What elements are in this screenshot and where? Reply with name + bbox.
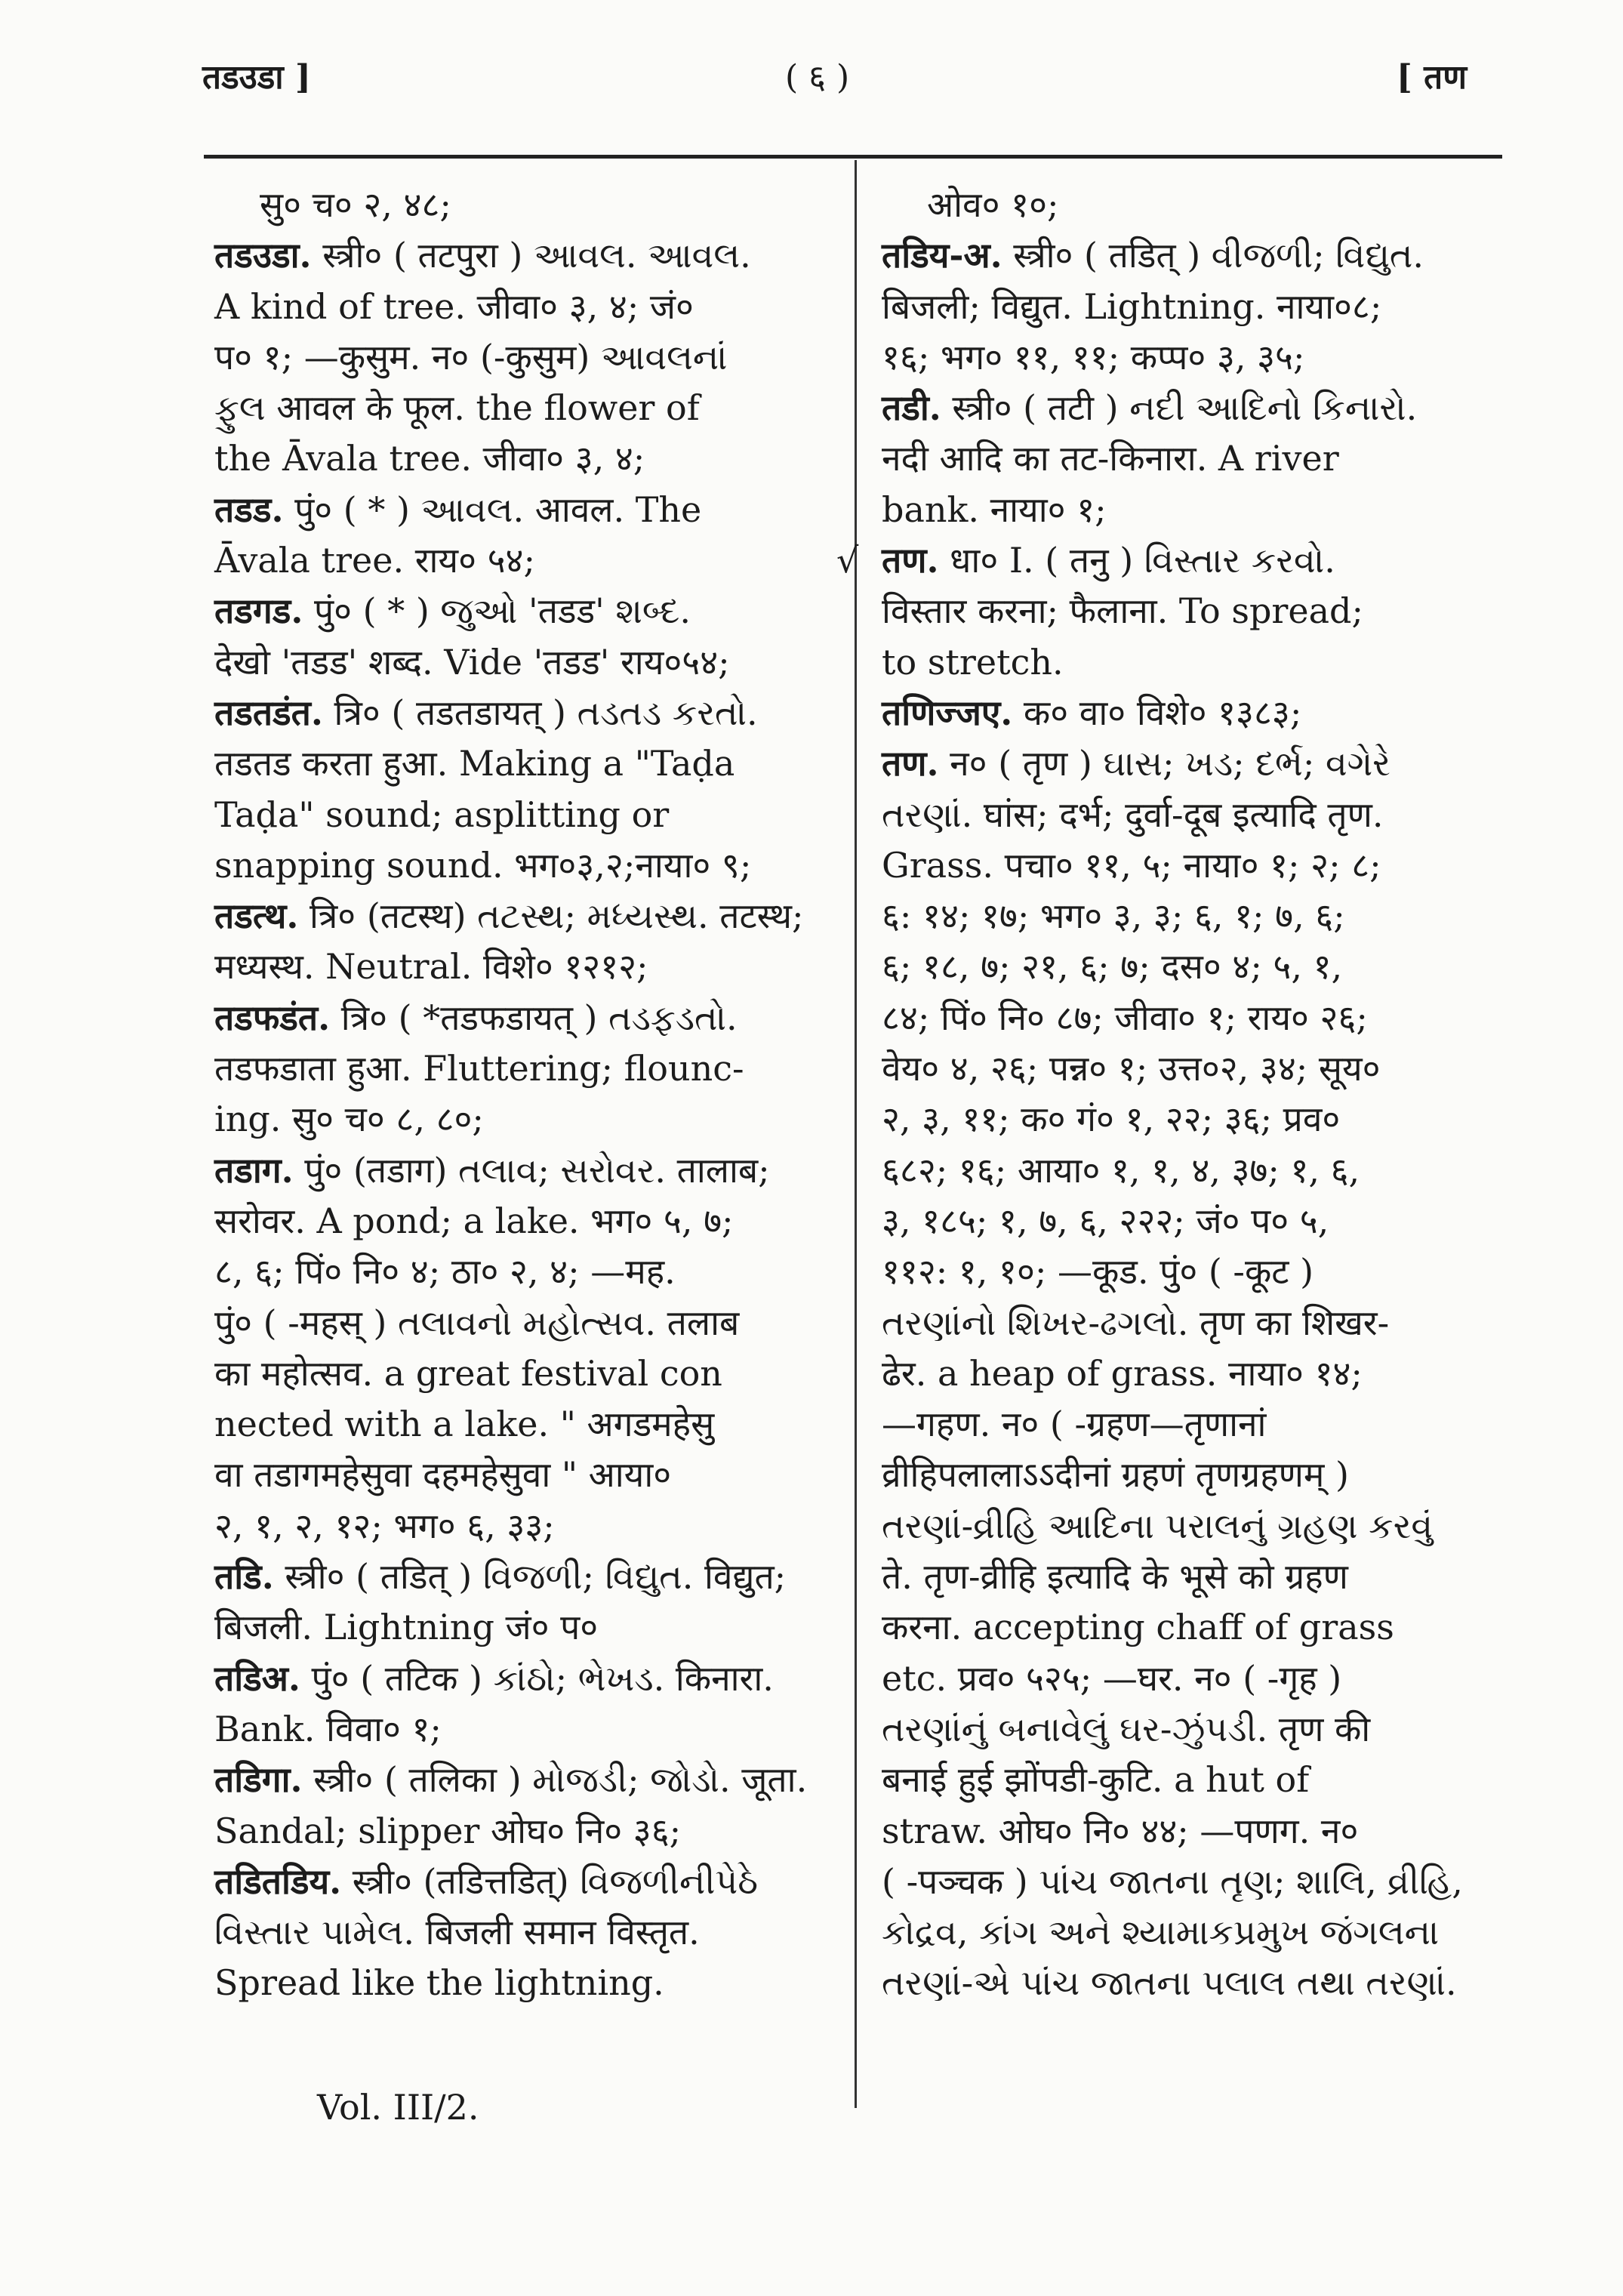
dictionary-entry — [214, 1145, 833, 1552]
entry-line — [882, 1298, 1508, 1348]
line-text: —गहण. न० ( -ग्रहण—तृणानां — [882, 1404, 1267, 1445]
dictionary-entry — [214, 1857, 833, 2009]
line-text: सु० च० २, ४८; — [260, 184, 451, 225]
line-text: Bank. विवा० १; — [214, 1708, 442, 1749]
line-text: વિસ્તાર પામેલ. बिजली समान विस्तृत. — [214, 1912, 700, 1953]
line-text: the Āvala tree. जीवा० ३, ४; — [214, 438, 645, 479]
entry-line — [214, 1704, 833, 1755]
entry-line — [214, 738, 833, 789]
running-head-left: तडउडा ] — [202, 58, 311, 97]
entry-line — [882, 1145, 1508, 1196]
line-text: मध्यस्थ. Neutral. विशे० १२१२; — [214, 946, 648, 988]
headword: तडि. — [214, 1556, 274, 1598]
entry-line — [882, 1907, 1508, 1958]
entry-line — [214, 1196, 833, 1247]
entry-line — [882, 790, 1508, 840]
dictionary-entry — [882, 383, 1508, 535]
dictionary-entry — [214, 688, 833, 891]
entry-line — [882, 1094, 1508, 1145]
line-text: etc. प्रव० ५२५; —घर. न० ( -गृह ) — [882, 1657, 1342, 1699]
line-text: Grass. पचा० ११, ५; नाया० १; २; ८; — [882, 844, 1381, 886]
headword: तडतडंत. — [214, 692, 323, 733]
dictionary-entry — [882, 688, 1508, 738]
continued-entry — [214, 180, 833, 230]
line-text: ६: १४; १७; भग० ३, ३; ६, १; ७, ६; — [882, 895, 1345, 937]
entry-line — [214, 840, 833, 891]
entry-line: √ तण. धा० I. ( तनु ) વિસ્તાર કરવો. — [836, 540, 1335, 581]
entry-line — [882, 383, 1508, 433]
dictionary-entry — [882, 230, 1508, 383]
headword-line: तडफडंत. त्रि० ( *तडफडायत् ) તડફડતો. — [214, 997, 738, 1038]
entry-line — [214, 1602, 833, 1653]
line-text: १६; भग० ११, ११; कप्प० ३, ३५; — [882, 336, 1305, 378]
dictionary-entry — [214, 891, 833, 993]
entry-line — [260, 180, 833, 230]
entry-line — [214, 1806, 833, 1857]
headword-line: तडितडिय. स्त्री० (तडित्तडित्) વિજળીનીપેઠે — [214, 1860, 758, 1902]
right-column — [836, 180, 1508, 2009]
line-text: ८४; पिं० नि० ८७; जीवा० १; राय० २६; — [882, 997, 1368, 1038]
entry-line — [214, 1653, 833, 1704]
column-divider — [855, 160, 857, 2108]
line-text: बिजली; विद्युत. Lightning. नाया०८; — [882, 285, 1382, 327]
entry-line — [214, 586, 833, 636]
entry-line — [214, 1399, 833, 1450]
entry-line — [882, 1958, 1508, 2008]
entry-line — [214, 1755, 833, 1805]
line-text: ३, १८५; १, ७, ६, २२२; जं० प० ५, — [882, 1200, 1329, 1241]
entry-line — [214, 942, 833, 992]
line-text: विस्तार करना; फैलाना. To spread; — [882, 590, 1363, 632]
line-text: ८, ६; पिं० नि० ४; ठा० २, ४; —मह. — [214, 1251, 676, 1293]
line-text: तडतड करता हुआ. Making a "Taḍa — [214, 743, 735, 784]
dictionary-entry — [214, 230, 833, 484]
entry-line — [882, 688, 1508, 738]
line-text: प० १; —कुसुम. न० (-कुसुम) આવલનાં — [214, 336, 728, 378]
running-head-right: [ तण — [1397, 58, 1467, 97]
line-text: ते. तृण-व्रीहि इत्यादि के भूसे को ग्रहण — [882, 1556, 1348, 1598]
entry-line — [214, 383, 833, 433]
headword-line: तडड. पुं० ( * ) આવલ. आवल. The — [214, 488, 702, 530]
dictionary-entry — [836, 535, 1508, 688]
line-text: ing. सु० च० ८, ८०; — [214, 1099, 484, 1140]
entry-line — [214, 1958, 833, 2008]
line-text: તરણાં-એ પાંચ જાતના પલાલ તથા તરણાં. — [882, 1962, 1457, 2004]
line-text: व्रीहिपलालाऽऽदीनां ग्रहणं तृणग्रहणम् ) — [882, 1454, 1349, 1496]
headword: तण. — [882, 743, 939, 784]
entry-line — [882, 1196, 1508, 1247]
line-text: ફુલ आवल के फूल. the flower of — [214, 387, 700, 429]
line-text: पुं० ( -महस् ) તલાવનો મહોત્સવ. तलाब — [214, 1302, 740, 1343]
dictionary-entry — [214, 485, 833, 587]
entry-line — [214, 891, 833, 942]
headword: तणिज्जए. — [882, 692, 1013, 733]
line-text: का महोत्सव. a great festival con — [214, 1352, 722, 1394]
line-text: नदी आदि का तट-किनारा. A river — [882, 438, 1339, 479]
line-text: २, ३, ११; क० गं० १, २२; ३६; प्रव० — [882, 1099, 1341, 1140]
entry-line — [882, 586, 1508, 636]
entry-line — [927, 180, 1508, 230]
dictionary-entry — [214, 586, 833, 688]
line-text: snapping sound. भग०३,२;नाया० ९; — [214, 844, 752, 886]
headword: तडाग. — [214, 1149, 294, 1191]
entry-line — [214, 1552, 833, 1602]
entry-line — [214, 230, 833, 281]
entry-line — [882, 1348, 1508, 1399]
line-text: बनाई हुई झोंपडी-कुटि. a hut of — [882, 1759, 1310, 1801]
entry-line — [214, 282, 833, 332]
line-text: તરણાંનો શિખર-ઢગલો. तृण का शिखर- — [882, 1302, 1390, 1343]
headword-line: तडि. स्त्री० ( तडित् ) વિજળી; વિદ્યુત. विद्युत; — [214, 1556, 787, 1598]
line-text: २, १, २, १२; भग० ६, ३३; — [214, 1505, 555, 1546]
entry-line — [214, 332, 833, 383]
headword-line: तडी. स्त्री० ( तटी ) નદી આદિનો કિનારો. — [882, 387, 1418, 429]
dictionary-entry — [214, 1755, 833, 1857]
line-text: बिजली. Lightning जं० प० — [214, 1607, 599, 1648]
entry-line — [882, 1755, 1508, 1805]
headword: तडड. — [214, 488, 284, 530]
headword: तडिअ. — [214, 1657, 300, 1699]
entry-line — [882, 993, 1508, 1043]
line-text: કોદ્રવ, કાંગ અને શ્યામાકપ્રમુખ જંગલના — [882, 1912, 1440, 1953]
headword: तडउडा. — [214, 235, 312, 276]
entry-line — [214, 1857, 833, 1907]
volume-footer: Vol. III/2. — [317, 2087, 479, 2128]
headword-line: तडउडा. स्त्री० ( तटपुरा ) આવલ. આવલ. — [214, 235, 751, 276]
entry-line — [882, 282, 1508, 332]
line-text: वेय० ४, २६; पन्न० १; उत्त०२, ३४; सूय० — [882, 1048, 1381, 1089]
entry-line — [882, 891, 1508, 942]
headword-line: तडाग. पुं० (तडाग) તલાવ; સરોવર. तालाब; — [214, 1149, 770, 1191]
headword-line: तडिअ. पुं० ( तटिक ) કાંઠો; ભેખડ. किनारा. — [214, 1657, 774, 1699]
entry-line — [882, 332, 1508, 383]
entry-line — [214, 535, 833, 586]
entry-line — [214, 1907, 833, 1958]
line-text: तडफडाता हुआ. Fluttering; flounc- — [214, 1048, 744, 1089]
line-text: તરણાં. घांस; दर्भ; दुर्वा-दूब इत्यादि तृण. — [882, 794, 1384, 835]
dictionary-entry — [214, 1552, 833, 1653]
entry-line — [214, 790, 833, 840]
line-text: Āvala tree. राय० ५४; — [214, 540, 535, 581]
entry-line — [214, 485, 833, 535]
headword: तडी. — [882, 387, 941, 429]
entry-line — [214, 1247, 833, 1297]
headword: तडगड. — [214, 590, 303, 632]
headword-line: तण. धा० I. ( तनु ) વિસ્તાર કરવો. — [882, 540, 1335, 581]
line-text: वा तडागमहेसुवा दहमहेसुवा " आया० — [214, 1454, 672, 1496]
entry-line — [882, 942, 1508, 992]
line-text: bank. नाया० १; — [882, 488, 1107, 530]
entry-line — [882, 1043, 1508, 1094]
headword-line: तडगड. पुं० ( * ) જુઓ 'तडड' શબ્દ. — [214, 590, 691, 632]
entry-line — [214, 1298, 833, 1348]
entry-line — [882, 738, 1508, 789]
line-text: A kind of tree. जीवा० ३, ४; जं० — [214, 285, 694, 327]
entry-line — [214, 1145, 833, 1196]
page-number: ( ६ ) — [785, 58, 850, 97]
continued-entry — [882, 180, 1508, 230]
entry-line — [882, 840, 1508, 891]
headword: तडफडंत. — [214, 997, 331, 1038]
left-column — [214, 180, 833, 2009]
line-text: करना. accepting chaff of grass — [882, 1607, 1394, 1648]
entry-line — [214, 1094, 833, 1145]
line-text: Spread like the lightning. — [214, 1962, 664, 2004]
entry-line — [214, 1501, 833, 1552]
entry-line — [882, 230, 1508, 281]
entry-line — [214, 1348, 833, 1399]
entry-line — [882, 1501, 1508, 1552]
entry-line — [214, 1043, 833, 1094]
entry-line — [882, 1806, 1508, 1857]
entry-line — [882, 433, 1508, 484]
entry-line — [882, 1552, 1508, 1602]
line-text: ६; १८, ७; २१, ६; ७; दस० ४; ५, १, — [882, 946, 1343, 988]
line-text: देखो 'तडड' शब्द. Vide 'तडड' राय०५४; — [214, 641, 730, 683]
dictionary-entry — [214, 1653, 833, 1755]
line-text: Sandal; slipper ओघ० नि० ३६; — [214, 1810, 682, 1851]
entry-line — [214, 993, 833, 1043]
headword-line: तडिय-अ. स्त्री० ( तडित् ) વીજળી; વિદ્યુત. — [882, 235, 1424, 276]
entry-line — [882, 485, 1508, 535]
dictionary-entry — [214, 993, 833, 1145]
entry-line — [882, 1450, 1508, 1500]
line-text: सरोवर. A pond; a lake. भग० ५, ७; — [214, 1200, 734, 1241]
entry-line — [882, 1399, 1508, 1450]
entry-line — [214, 1450, 833, 1500]
headword: तडिगा. — [214, 1759, 303, 1801]
line-text: straw. ओघ० नि० ४४; —पणग. न० — [882, 1810, 1359, 1851]
entry-line — [214, 433, 833, 484]
headword: तडत्थ. — [214, 895, 299, 937]
headword-line: तणिज्जए. क० वा० विशे० १३८३; — [882, 692, 1302, 733]
entry-line — [882, 1602, 1508, 1653]
line-text: તરણાં-વ્રીહિ આદિના પરાલનું ગ્રહણ કરવું — [882, 1505, 1434, 1546]
line-text: ६८२; १६; आया० १, १, ४, ३७; १, ६, — [882, 1149, 1360, 1191]
headword-line: तडत्थ. त्रि० (तटस्थ) તટસ્થ; મધ્યસ્થ. तटस्थ; — [214, 895, 804, 937]
line-text: ११२: १, १०; —कूड. पुं० ( -कूट ) — [882, 1251, 1314, 1293]
entry-line — [882, 1857, 1508, 1907]
line-text: ओव० १०; — [927, 184, 1059, 225]
headword-line: तण. न० ( तृण ) ઘાસ; ખડ; દર્ભ; વગેરે — [882, 743, 1390, 784]
entry-line — [882, 1704, 1508, 1755]
entry-line — [214, 688, 833, 738]
headword: तण. — [882, 540, 939, 581]
headword-line: तडिगा. स्त्री० ( तलिका ) મોજડી; જોડો. जूता. — [214, 1759, 808, 1801]
headword: तडितडिय. — [214, 1860, 342, 1902]
entry-line — [882, 1653, 1508, 1704]
line-text: Taḍa" sound; asplitting or — [214, 794, 670, 835]
line-text: to stretch. — [882, 641, 1064, 683]
line-text: nected with a lake. " अगडमहेसु — [214, 1404, 715, 1445]
line-text: ( -पञ्चक ) પાંચ જાતના તૃણ; શાલિ, વ્રીહિ, — [882, 1860, 1463, 1902]
entry-line — [882, 1247, 1508, 1297]
entry-line — [214, 637, 833, 688]
header-rule — [204, 155, 1502, 159]
entry-line — [882, 637, 1508, 688]
dictionary-entry — [882, 738, 1508, 2008]
line-text: ढेर. a heap of grass. नाया० १४; — [882, 1352, 1363, 1394]
headword: तडिय-अ. — [882, 235, 1002, 276]
headword-line: तडतडंत. त्रि० ( तडतडायत् ) તડતડ કરતો. — [214, 692, 758, 733]
line-text: તરણાંનું બનાવેલું ઘર-ઝુંપડી. तृण की — [882, 1708, 1371, 1749]
